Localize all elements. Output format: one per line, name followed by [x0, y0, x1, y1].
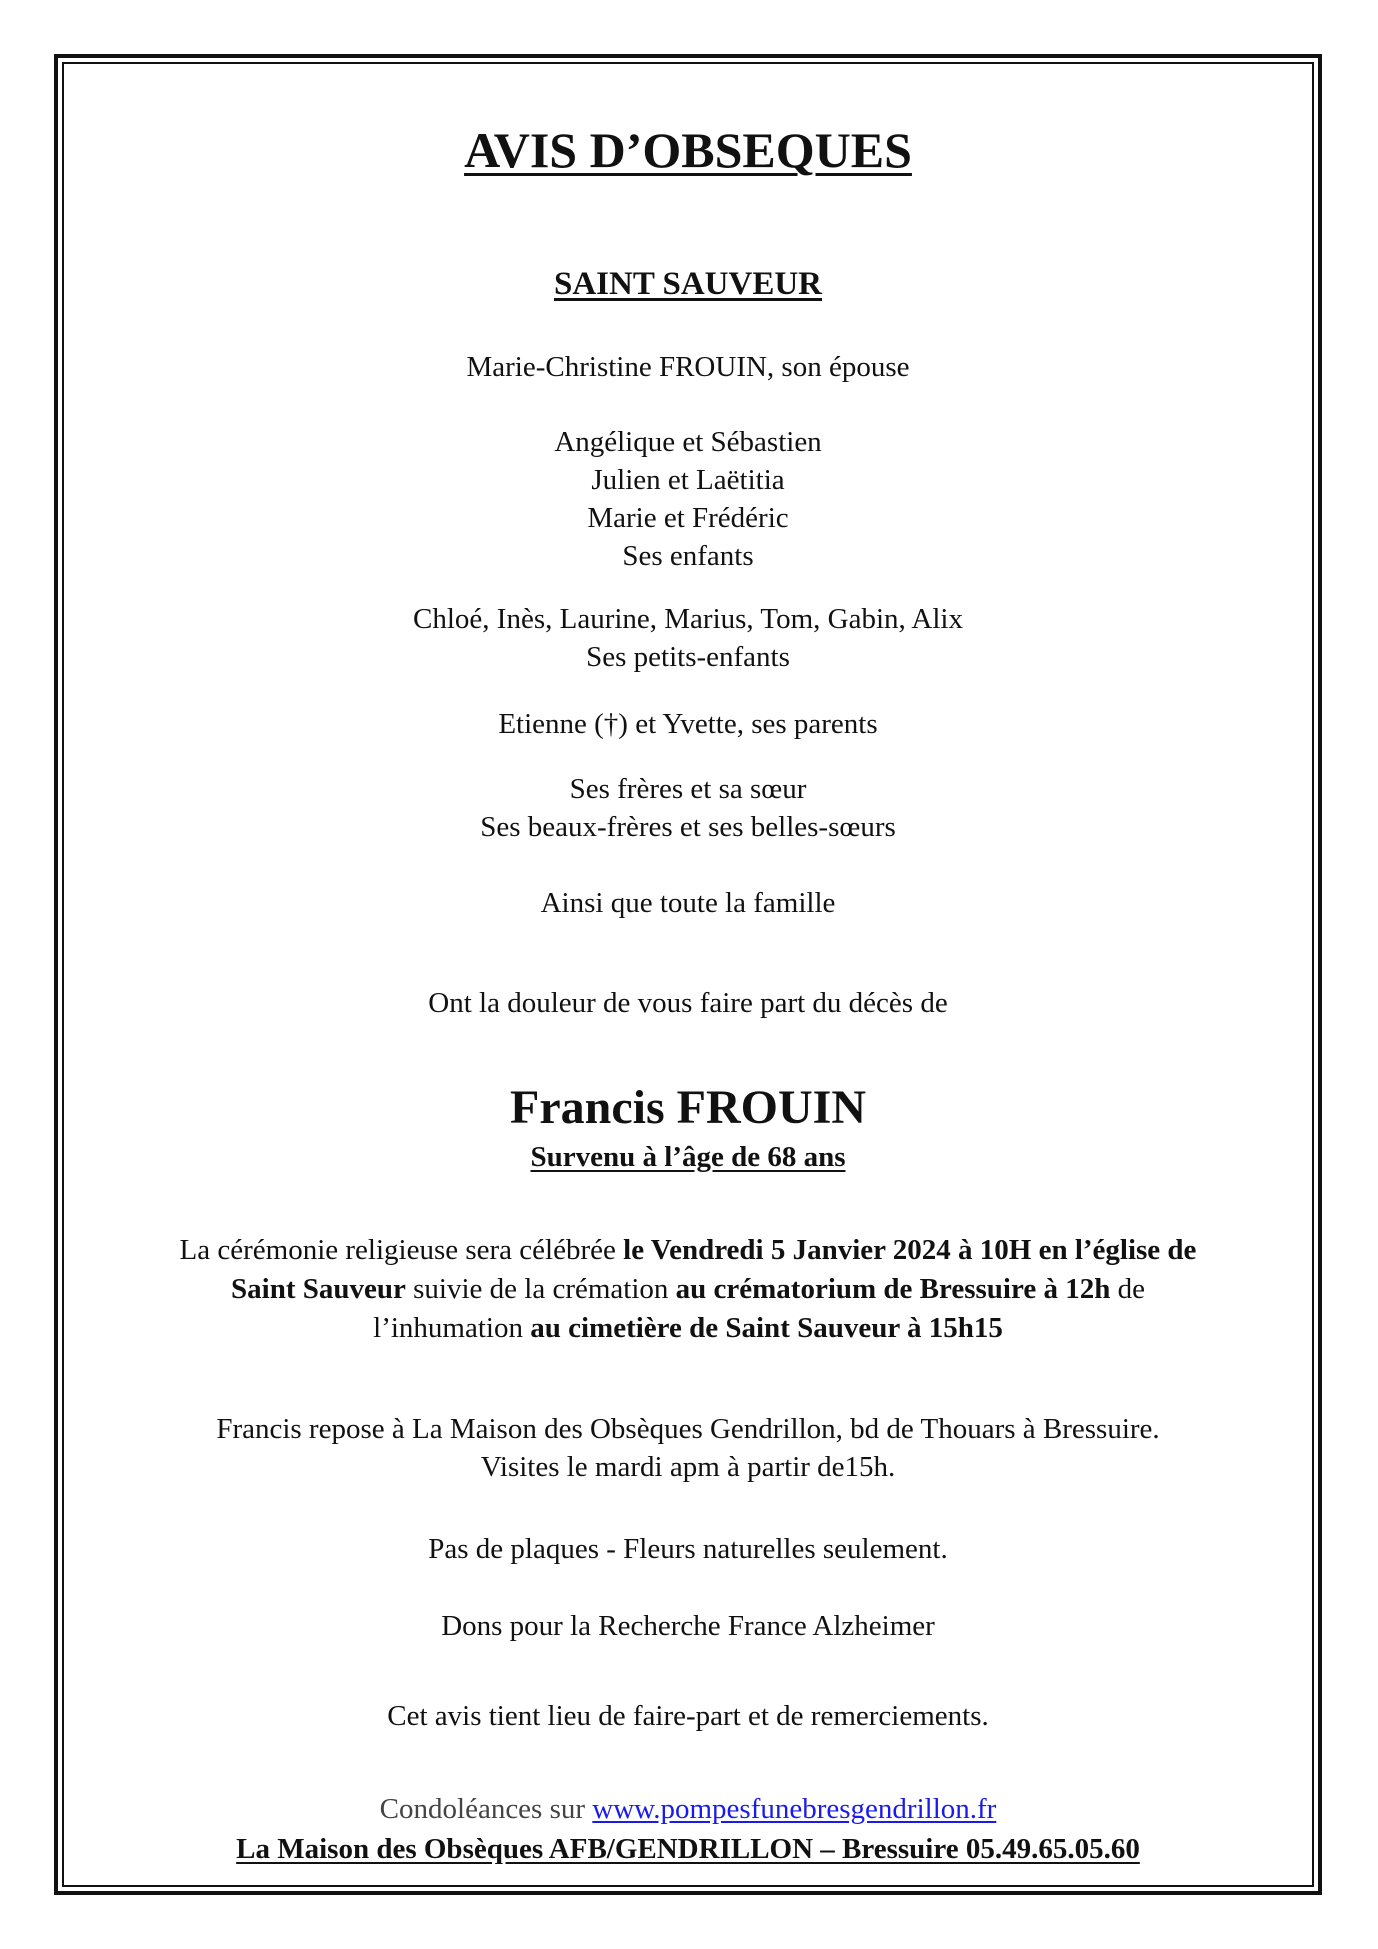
flowers-line: Pas de plaques - Fleurs naturelles seulement.	[428, 1533, 948, 1565]
condoleances-label: Condoléances sur	[379, 1793, 593, 1825]
company-line: La Maison des Obsèques AFB/GENDRILLON – Bressuire 05.49.65.05.60	[236, 1833, 1140, 1865]
condoleances-line	[62, 1790, 1314, 1828]
children-label: Ses enfants	[622, 540, 754, 572]
child-line-3: Marie et Frédéric	[587, 502, 789, 534]
grandchildren-line: Chloé, Inès, Laurine, Marius, Tom, Gabin, Alix	[413, 603, 963, 635]
grandchildren-label: Ses petits-enfants	[586, 641, 790, 673]
location-heading: SAINT SAUVEUR	[553, 266, 823, 302]
cremation-info: au crématorium de Bressuire à 12h	[675, 1273, 1111, 1305]
website-link[interactable]: www.pompesfunebresgendrillon.fr	[592, 1793, 997, 1825]
ceremony-text-2: suivie de la crémation	[405, 1273, 676, 1305]
ceremony-text-1: La cérémonie religieuse sera célébrée	[179, 1234, 624, 1266]
age-line: Survenu à l’âge de 68 ans	[530, 1141, 846, 1173]
spouse-line: Marie-Christine FROUIN, son épouse	[466, 351, 910, 383]
notice-title: AVIS D’OBSEQUES	[464, 122, 912, 178]
closing-line: Cet avis tient lieu de faire-part et de remerciements.	[387, 1700, 989, 1732]
rest-line: Francis repose à La Maison des Obsèques Gendrillon, bd de Thouars à Bressuire.	[216, 1413, 1160, 1445]
ceremony-text-4: l’inhumation	[373, 1312, 531, 1344]
ceremony-line-3	[62, 1309, 1314, 1347]
ceremony-line-2	[62, 1270, 1314, 1308]
ceremony-line-1	[62, 1231, 1314, 1269]
announcement-line: Ont la douleur de vous faire part du décès de	[428, 987, 948, 1019]
donations-line: Dons pour la Recherche France Alzheimer	[441, 1610, 935, 1642]
ceremony-text-3: de	[1110, 1273, 1145, 1305]
child-line-1: Angélique et Sébastien	[554, 426, 822, 458]
deceased-name: Francis FROUIN	[510, 1081, 866, 1134]
ceremony-date-place: le Vendredi 5 Janvier 2024 à 10H en l’église de	[623, 1234, 1197, 1266]
child-line-2: Julien et Laëtitia	[591, 464, 785, 496]
burial-info: au cimetière de Saint Sauveur à 15h15	[530, 1312, 1003, 1344]
ceremony-church: Saint Sauveur	[231, 1273, 406, 1305]
in-laws-line: Ses beaux-frères et ses belles-sœurs	[480, 811, 896, 843]
visits-line: Visites le mardi apm à partir de15h.	[480, 1451, 896, 1483]
family-line: Ainsi que toute la famille	[540, 887, 836, 919]
siblings-line: Ses frères et sa sœur	[569, 773, 807, 805]
parents-line: Etienne (†) et Yvette, ses parents	[498, 708, 878, 740]
